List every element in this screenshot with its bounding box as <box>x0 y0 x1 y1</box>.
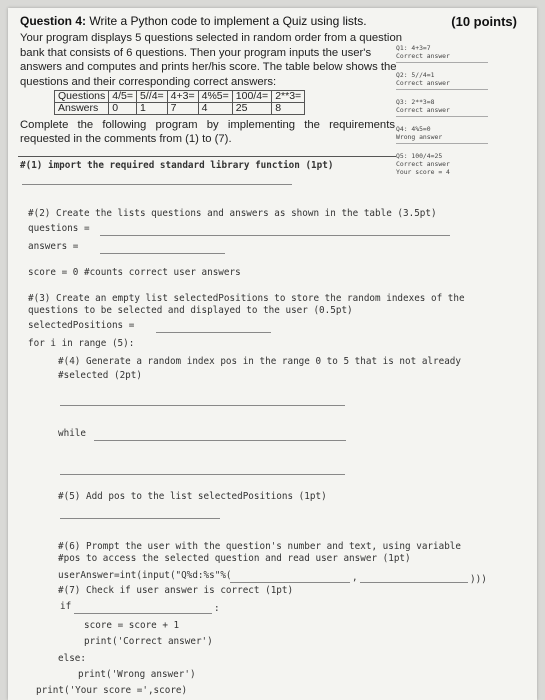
sample-question: Q3: 2**3=8 <box>396 98 435 106</box>
table-row-questions <box>55 91 305 103</box>
sample-output-block <box>396 125 488 144</box>
intro-line: answers and computes and prints her/his score. The table below shows the <box>20 61 397 73</box>
question-text: Write a Python code to implement a Quiz using lists. <box>89 14 367 28</box>
intro-line: questions and their corresponding correct answers: <box>20 75 277 88</box>
section-divider <box>18 156 396 157</box>
sample-output-panel <box>396 44 488 186</box>
comment-step-3a: #(3) Create an empty list selectedPositions to store the random indexes of the <box>28 293 465 304</box>
sample-result: Correct answer <box>396 160 450 168</box>
sample-question: Q1: 4+3=7 <box>396 44 431 52</box>
question-cell: 5//4= <box>137 91 168 103</box>
answer-cell: 1 <box>137 103 168 115</box>
worksheet-page <box>8 8 537 700</box>
answer-blank-question-arg[interactable] <box>230 582 350 583</box>
answer-blank-selected[interactable] <box>156 332 271 333</box>
answer-blank-while[interactable] <box>94 440 346 441</box>
answer-blank-questions[interactable] <box>100 235 450 236</box>
questions-assignment: questions = <box>28 223 90 234</box>
answer-cell: 25 <box>232 103 271 115</box>
answers-assignment: answers = <box>28 241 79 252</box>
else-keyword: else: <box>58 653 86 664</box>
comment-step-6a: #(6) Prompt the user with the question's number and text, using variable <box>58 541 461 552</box>
sample-result: Correct answer <box>396 52 450 60</box>
closing-parens: ))) <box>470 574 487 585</box>
print-wrong-line: print('Wrong answer') <box>78 669 196 680</box>
comma-separator: , <box>352 572 358 583</box>
while-keyword: while <box>58 428 86 439</box>
intro-line: Your program displays 5 questions selected in random order from a question <box>20 32 403 44</box>
comment-step-7: #(7) Check if user answer is correct (1pt) <box>58 585 294 596</box>
comment-step-4a: #(4) Generate a random index pos in the range 0 to 5 that is not already <box>58 356 461 367</box>
comment-step-2: #(2) Create the lists questions and answers as shown in the table (3.5pt) <box>28 208 437 219</box>
sample-result: Wrong answer <box>396 133 443 141</box>
answer-blank-if-condition[interactable] <box>74 613 212 614</box>
question-heading <box>20 14 367 28</box>
sample-question: Q5: 100/4=25 <box>396 152 443 160</box>
instructions-line: requested in the comments from (1) to (7). <box>20 133 232 145</box>
questions-answers-table <box>54 90 305 115</box>
comment-step-6b: #pos to access the selected question and read user answer (1pt) <box>58 553 411 564</box>
sample-output-block <box>396 152 488 178</box>
question-label: Question 4: <box>20 14 87 28</box>
instructions-line: Complete the following program by implementing the requirements <box>20 119 395 131</box>
score-increment-line: score = score + 1 <box>84 620 180 631</box>
comment-step-5: #(5) Add pos to the list selectedPositions (1pt) <box>58 491 327 502</box>
row-header-questions: Questions <box>55 91 109 103</box>
question-cell: 4/5= <box>109 91 137 103</box>
sample-result: Correct answer <box>396 79 450 87</box>
intro-line: bank that consists of 6 questions. Then your program inputs the user's <box>20 46 372 59</box>
question-cell: 100/4= <box>232 91 271 103</box>
question-cell: 2**3= <box>272 91 305 103</box>
intro-paragraph <box>20 31 403 89</box>
sample-question: Q4: 4%5=0 <box>396 125 431 133</box>
for-loop-line: for i in range (5): <box>28 338 135 349</box>
user-answer-line: userAnswer=int(input("Q%d:%s"%( <box>58 570 232 581</box>
answer-blank-step-5[interactable] <box>60 518 220 519</box>
comment-step-1: #(1) import the required standard library function (1pt) <box>20 160 334 171</box>
table-row-answers <box>55 103 305 115</box>
answer-blank-text-arg[interactable] <box>360 582 468 583</box>
answer-blank-import[interactable] <box>22 184 292 185</box>
print-correct-line: print('Correct answer') <box>84 636 213 647</box>
comment-step-3b: questions to be selected and displayed to the user (0.5pt) <box>28 305 353 316</box>
sample-score: Your score = 4 <box>396 168 450 176</box>
sample-output-block <box>396 71 488 90</box>
row-header-answers: Answers <box>55 103 109 115</box>
answer-blank-while-body[interactable] <box>60 474 345 475</box>
if-keyword: if <box>60 601 72 612</box>
answer-cell: 0 <box>109 103 137 115</box>
sample-question: Q2: 5//4=1 <box>396 71 435 79</box>
if-colon: : <box>214 603 220 614</box>
sample-output-block <box>396 98 488 117</box>
print-score-line: print('Your score =',score) <box>36 685 188 696</box>
sample-output-block <box>396 44 488 63</box>
answer-cell: 8 <box>272 103 305 115</box>
answer-blank-answers[interactable] <box>100 253 225 254</box>
answer-cell: 7 <box>167 103 198 115</box>
comment-step-4b: #selected (2pt) <box>58 370 142 381</box>
score-init-line: score = 0 #counts correct user answers <box>28 267 241 278</box>
question-cell: 4%5= <box>198 91 232 103</box>
answer-cell: 4 <box>198 103 232 115</box>
answer-blank-step-4[interactable] <box>60 405 345 406</box>
points-label: (10 points) <box>451 14 517 29</box>
instructions-paragraph <box>20 118 395 146</box>
sample-result: Correct answer <box>396 106 450 114</box>
selected-positions-assignment: selectedPositions = <box>28 320 135 331</box>
question-cell: 4+3= <box>167 91 198 103</box>
